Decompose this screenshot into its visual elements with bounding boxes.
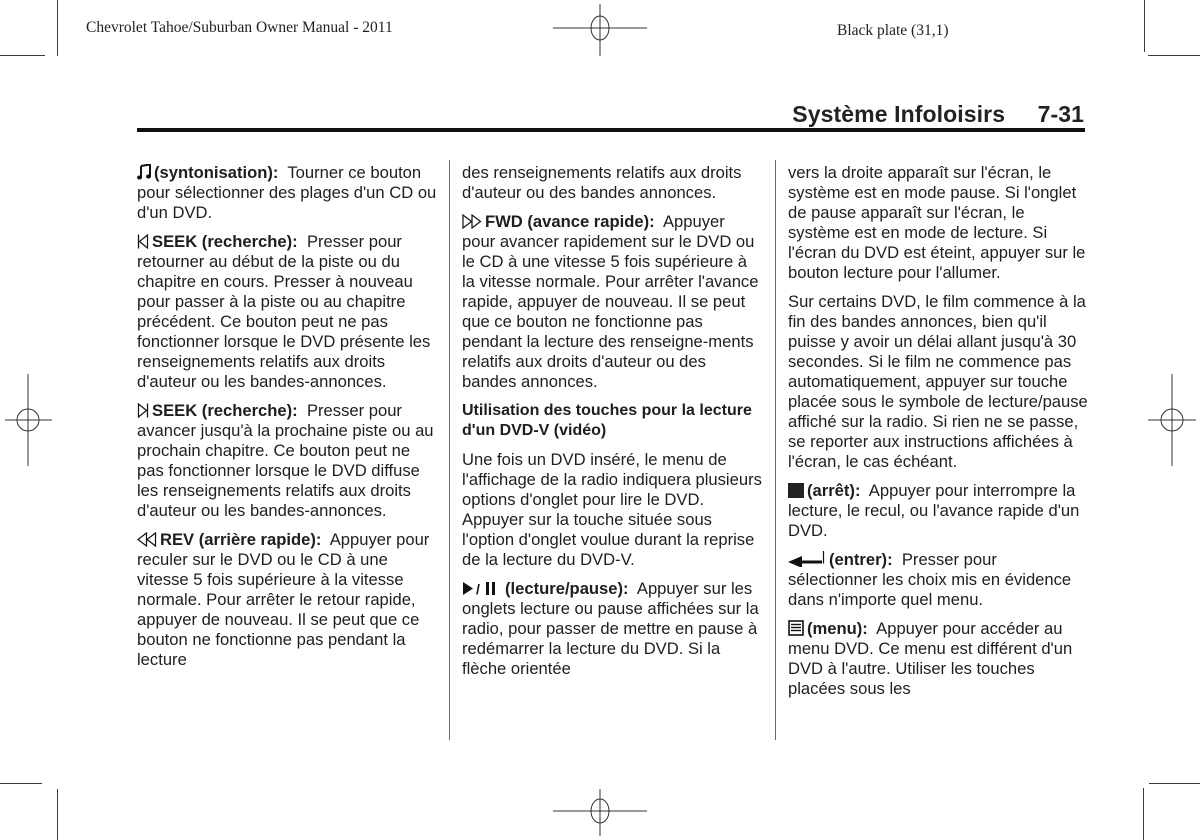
rewind-icon [137, 532, 157, 547]
crop-mark-bottom-right-h [1149, 783, 1200, 784]
paragraph-text: Appuyer sur les onglets lecture ou pause affichées sur la radio, pour passer de mettre en pause à redémarrer la lecture du DVD. Si la flèche orientée [462, 579, 759, 678]
paragraph [788, 619, 1088, 699]
text-column-1 [137, 163, 437, 679]
term-label: SEEK (recherche): [152, 401, 298, 420]
fast-forward-icon [462, 214, 482, 229]
header-rule [137, 128, 1085, 132]
paragraph [788, 550, 1088, 610]
crop-mark-bottom-left-v [57, 789, 58, 840]
paragraph [137, 232, 437, 392]
crop-mark-top-left-h [0, 55, 45, 56]
term-label: SEEK (recherche): [152, 232, 298, 251]
paragraph-text: Presser pour sélectionner les choix mis en évidence dans n'importe quel menu. [788, 550, 1072, 609]
term-label: (lecture/pause): [505, 579, 629, 598]
seek-forward-icon [137, 403, 149, 418]
term-label: (syntonisation): [154, 163, 279, 182]
paragraph-text: Appuyer pour avancer rapidement sur le DVD ou le CD à une vitesse 5 fois supérieure à la vitesse normale. Pour arrêter l'avance rapide, appuyer de nouveau. Il se peut que ce bouton ne fonctionne pas pendant la lecture des renseigne-ments relatifs aux droits d'auteur ou des bandes annonces. [462, 212, 759, 391]
crop-mark-bottom-left-h [0, 783, 42, 784]
page-number: 7-31 [1037, 101, 1084, 127]
paragraph [137, 530, 437, 670]
section-name: Système Infoloisirs [792, 101, 1006, 127]
section-title [792, 101, 1084, 128]
registration-mark-left-icon [0, 372, 60, 468]
crop-mark-bottom-right-v [1143, 788, 1144, 840]
enter-icon [788, 551, 826, 567]
crop-mark-top-right-h [1148, 55, 1200, 56]
paragraph-text: Appuyer pour reculer sur le DVD ou le CD à une vitesse 5 fois supérieure à la vitesse normale. Pour arrêter le retour rapide, appuyer de nouveau. Il se peut que ce bouton ne fonctionne pas pendant la lecture [137, 530, 430, 669]
column-divider [449, 160, 450, 740]
paragraph-text: Appuyer pour accéder au menu DVD. Ce menu est différent d'un DVD à l'autre. Utiliser les touches placées sous les [788, 619, 1073, 698]
paragraph-text: Tourner ce bouton pour sélectionner des plages d'un CD ou d'un DVD. [137, 163, 437, 222]
paragraph [462, 579, 762, 679]
paragraph: des renseignements relatifs aux droits d'auteur ou des bandes annonces. [462, 163, 742, 202]
paragraph: Une fois un DVD inséré, le menu de l'affichage de la radio indiquera plusieurs options d'onglet pour lire le DVD. Appuyer sur la touche située sous l'option d'onglet voulue durant la reprise de la lecture du DVD-V. [462, 450, 762, 569]
text-column-3 [788, 163, 1088, 708]
column-divider [775, 160, 776, 740]
menu-icon [788, 620, 804, 636]
paragraph [137, 401, 437, 521]
paragraph: vers la droite apparaît sur l'écran, le système est en mode pause. Si l'onglet de pause apparaît sur l'écran, le système est en mode de lecture. Si l'écran du DVD est éteint, appuyer sur le bouton lecture pour l'allumer. [788, 163, 1086, 282]
plate-label: Black plate (31,1) [837, 22, 949, 39]
paragraph-text: Presser pour retourner au début de la piste ou du chapitre en cours. Presser à nouveau pour passer à la piste ou au chapitre précédent. Ce bouton peut ne pas fonctionner lorsque le DVD présente les renseignements relatifs aux droits d'auteur ou les bandes-annonces. [137, 232, 431, 391]
registration-mark-bottom-icon [553, 784, 647, 840]
paragraph [137, 163, 437, 223]
term-label: FWD (avance rapide): [485, 212, 655, 231]
term-label: (menu): [807, 619, 868, 638]
crop-mark-top-left-v [57, 0, 58, 56]
paragraph-text: Appuyer pour interrompre la lecture, le recul, ou l'avance rapide d'un DVD. [788, 481, 1080, 540]
paragraph-text: Presser pour avancer jusqu'à la prochaine piste ou au prochain chapitre. Ce bouton peut ne pas fonctionner lorsque le DVD diffuse les renseignements relatifs aux droits d'auteur ou les bandes-annonces. [137, 401, 434, 520]
term-label: (entrer): [829, 550, 893, 569]
svg-text:/: / [476, 581, 480, 596]
crop-mark-top-right-v [1144, 0, 1145, 52]
seek-back-icon [137, 234, 149, 249]
music-note-icon [137, 164, 151, 180]
term-label: (arrêt): [807, 481, 861, 500]
document-header: Chevrolet Tahoe/Suburban Owner Manual - 2011 [86, 19, 393, 36]
play-pause-icon [462, 581, 502, 596]
paragraph: Sur certains DVD, le film commence à la fin des bandes annonces, bien qu'il puisse y avoir un délai allant jusqu'à 30 secondes. Si le film ne commence pas automatiquement, appuyer sur touche placée sous le symbole de lecture/pause affiché sur la radio. Si rien ne se passe, se reporter aux instructions affichées à l'écran, le cas échéant. [788, 292, 1088, 471]
stop-icon [788, 483, 804, 498]
registration-mark-right-icon [1140, 372, 1200, 468]
paragraph [462, 212, 762, 392]
subsection-heading: Utilisation des touches pour la lecture d'un DVD-V (vidéo) [462, 402, 752, 439]
term-label: REV (arrière rapide): [160, 530, 322, 549]
text-column-2 [462, 163, 762, 688]
registration-mark-top-icon [553, 0, 647, 60]
paragraph [788, 481, 1088, 541]
